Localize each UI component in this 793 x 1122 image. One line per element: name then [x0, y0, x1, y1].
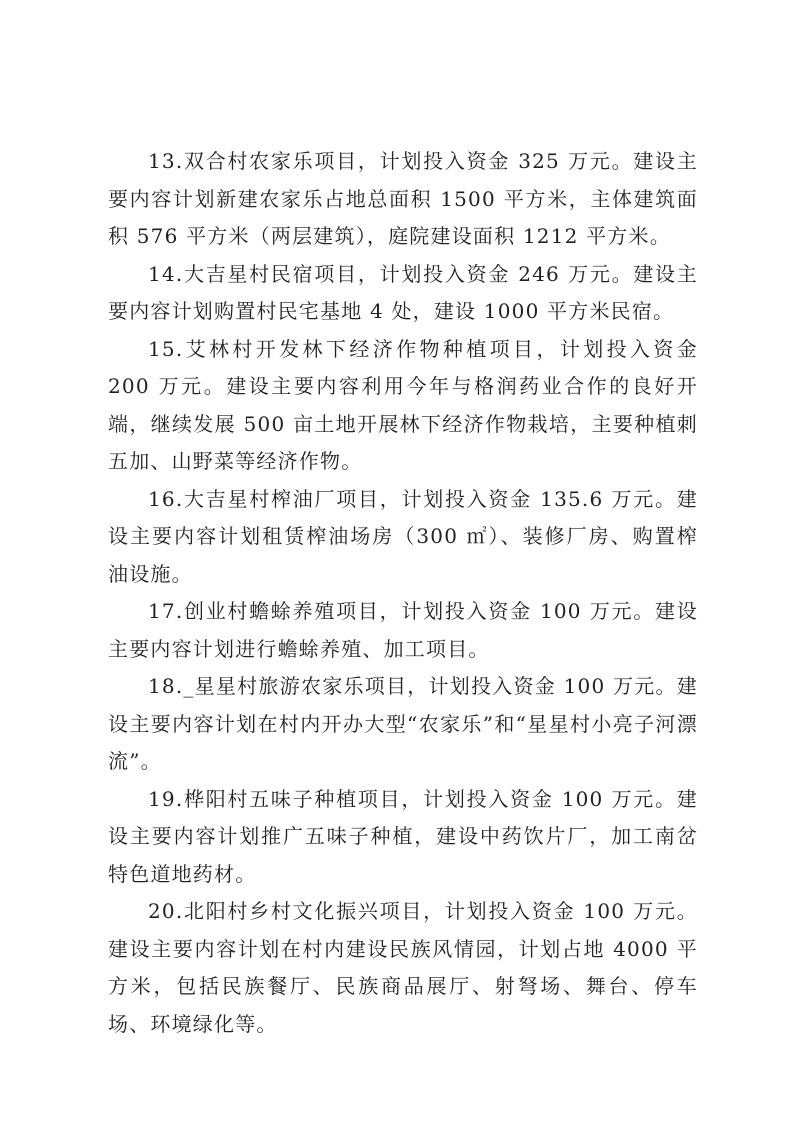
paragraph-item-18: 18._星星村旅游农家乐项目，计划投入资金 100 万元。建设主要内容计划在村内开办大型“农家乐”和“星星村小亮子河漂流”。 [108, 674, 698, 773]
paragraph-item-13: 13.双合村农家乐项目，计划投入资金 325 万元。建设主要内容计划新建农家乐占地总面积 1500 平方米，主体建筑面积 576 平方米（两层建筑），庭院建设面积 1212 平方米。 [108, 149, 698, 248]
paragraph-item-14: 14.大吉星村民宿项目，计划投入资金 246 万元。建设主要内容计划购置村民宅基地 4 处，建设 1000 平方米民宿。 [108, 261, 698, 323]
paragraph-item-17: 17.创业村蟾蜍养殖项目，计划投入资金 100 万元。建设主要内容计划进行蟾蜍养殖、加工项目。 [108, 599, 698, 661]
paragraph-item-19: 19.桦阳村五味子种植项目，计划投入资金 100 万元。建设主要内容计划推广五味子种植，建设中药饮片厂，加工南岔特色道地药材。 [108, 786, 698, 886]
document-body [108, 143, 698, 1043]
paragraph-item-15: 15.艾林村开发林下经济作物种植项目，计划投入资金 200 万元。建设主要内容利用今年与格润药业合作的良好开端，继续发展 500 亩土地开展林下经济作物栽培，主要种植刺五加、山野菜等经济作物。 [108, 336, 698, 473]
paragraph-item-16: 16.大吉星村榨油厂项目，计划投入资金 135.6 万元。建设主要内容计划租赁榨油场房（300 ㎡）、装修厂房、购置榨油设施。 [108, 486, 698, 586]
paragraph-item-20: 20.北阳村乡村文化振兴项目，计划投入资金 100 万元。建设主要内容计划在村内建设民族风情园，计划占地 4000 平方米，包括民族餐厅、民族商品展厅、射弩场、舞台、停车场、环境绿化等。 [108, 899, 698, 1036]
